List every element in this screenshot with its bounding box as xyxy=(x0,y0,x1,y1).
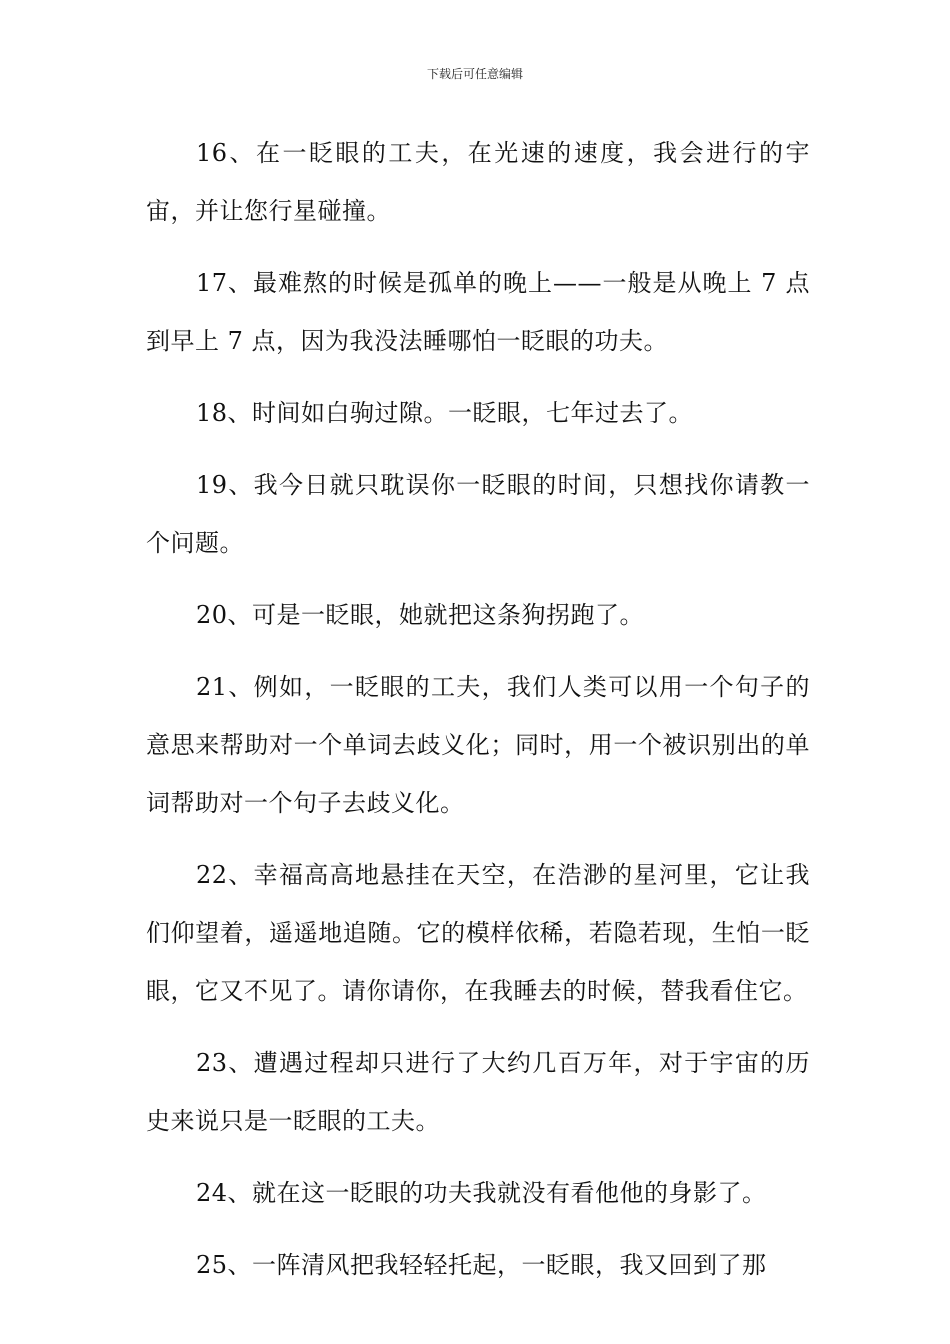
paragraph-23: 23、遭遇过程却只进行了大约几百万年，对于宇宙的历史来说只是一眨眼的工夫。 xyxy=(146,1049,810,1135)
paragraph-20: 20、可是一眨眼，她就把这条狗拐跑了。 xyxy=(196,601,645,629)
paragraph-17: 17、最难熬的时候是孤单的晚上——一般是从晚上 7 点到早上 7 点，因为我没法睡哪怕一眨眼的功夫。 xyxy=(146,269,810,355)
paragraph-22: 22、幸福高高地悬挂在天空，在浩渺的星河里，它让我们仰望着，遥遥地追随。它的模样依稀，若隐若现，生怕一眨眼，它又不见了。请你请你，在我睡去的时候，替我看住它。 xyxy=(146,861,810,1005)
paragraph-24: 24、就在这一眨眼的功夫我就没有看他他的身影了。 xyxy=(196,1179,767,1207)
document-body xyxy=(146,124,810,1308)
paragraph-25: 25、一阵清风把我轻轻托起，一眨眼，我又回到了那 xyxy=(196,1251,767,1279)
page-header: 下载后可任意编辑 xyxy=(426,67,523,81)
paragraph-18: 18、时间如白驹过隙。一眨眼，七年过去了。 xyxy=(196,399,694,427)
paragraph-19: 19、我今日就只耽误你一眨眼的时间，只想找你请教一个问题。 xyxy=(146,471,810,557)
paragraph-21: 21、例如，一眨眼的工夫，我们人类可以用一个句子的意思来帮助对一个单词去歧义化；同时，用一个被识别出的单词帮助对一个句子去歧义化。 xyxy=(146,673,810,817)
paragraph-16: 16、在一眨眼的工夫，在光速的速度，我会进行的宇宙，并让您行星碰撞。 xyxy=(146,139,810,225)
